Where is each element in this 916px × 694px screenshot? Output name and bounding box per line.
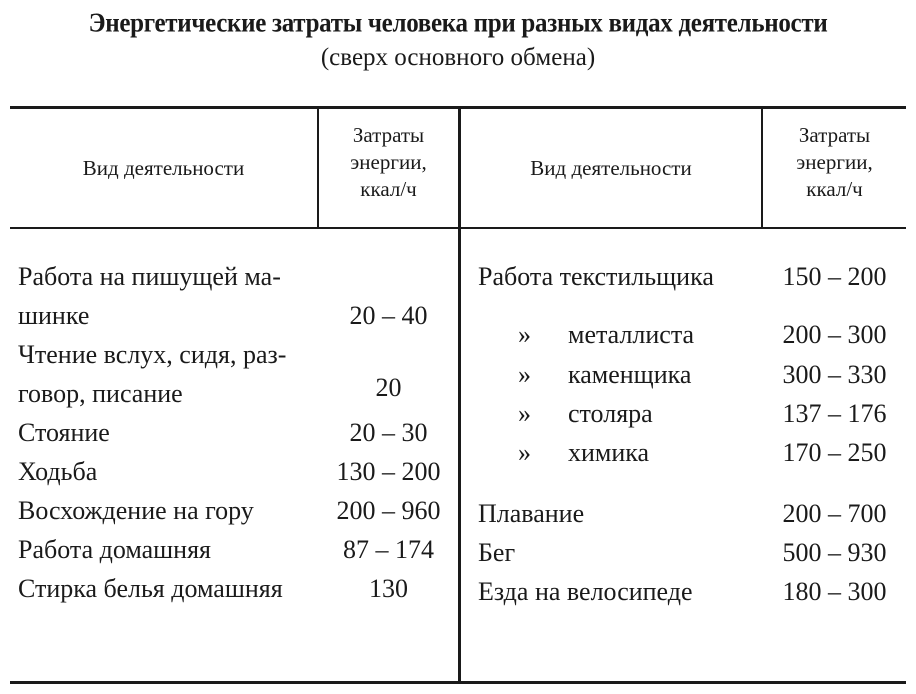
header-energy-right-line2: энергии, — [796, 150, 873, 174]
header-energy-right — [763, 122, 906, 203]
right-row-1: Работа текстильщика — [478, 262, 714, 291]
left-row-3: Стояние — [18, 418, 110, 447]
right-row-2-ditto: » — [518, 320, 531, 349]
right-row-6-value: 200 – 700 — [782, 499, 887, 528]
right-row-4-ditto: » — [518, 399, 531, 428]
header-activity-left: Вид деятельности — [82, 156, 245, 180]
header-energy-left-line2: энергии, — [350, 150, 427, 174]
left-row-5-value: 200 – 960 — [336, 496, 441, 525]
left-row-4-value: 130 – 200 — [336, 457, 441, 486]
left-row-1-value: 20 – 40 — [349, 301, 428, 330]
left-row-2-line1: Чтение вслух, сидя, раз- — [18, 340, 287, 369]
left-row-1-line2: шинке — [18, 301, 90, 330]
left-row-7-value: 130 — [369, 574, 408, 603]
table-subtitle: (сверх основного обмена) — [320, 44, 596, 71]
right-row-2-value: 200 – 300 — [782, 320, 887, 349]
header-energy-right-line1: Затраты — [798, 123, 871, 147]
right-row-3-ditto: » — [518, 360, 531, 389]
divider-center — [458, 108, 461, 683]
left-row-7: Стирка белья домашняя — [18, 574, 283, 603]
header-energy-left-line3: ккал/ч — [360, 177, 417, 201]
right-row-1-value: 150 – 200 — [782, 262, 887, 291]
right-row-2: металлиста — [568, 320, 695, 349]
left-row-6-value: 87 – 174 — [343, 535, 434, 564]
right-row-7: Бег — [478, 538, 516, 567]
header-energy-left — [319, 122, 458, 203]
left-row-6: Работа домашняя — [18, 535, 212, 564]
header-activity-right: Вид деятельности — [530, 156, 692, 180]
table-title: Энергетические затраты человека при разных видах деятельности — [88, 8, 828, 39]
right-row-6: Плавание — [478, 499, 585, 528]
right-row-7-value: 500 – 930 — [782, 538, 887, 567]
header-energy-left-line1: Затраты — [352, 123, 425, 147]
right-row-8: Езда на велосипеде — [478, 577, 693, 606]
left-row-2-line2: говор, писание — [18, 379, 183, 408]
right-row-5-value: 170 – 250 — [782, 438, 887, 467]
left-row-2-value: 20 — [375, 373, 402, 402]
header-energy-right-line3: ккал/ч — [806, 177, 863, 201]
left-row-4: Ходьба — [18, 457, 98, 486]
right-row-5: химика — [568, 438, 650, 467]
left-row-1-line1: Работа на пишущей ма- — [18, 262, 281, 291]
right-row-5-ditto: » — [518, 438, 531, 467]
right-row-3-value: 300 – 330 — [782, 360, 887, 389]
left-row-3-value: 20 – 30 — [349, 418, 428, 447]
right-row-8-value: 180 – 300 — [782, 577, 887, 606]
right-row-4-value: 137 – 176 — [782, 399, 887, 428]
right-row-4: столяра — [568, 399, 653, 428]
left-row-5: Восхождение на гору — [18, 496, 254, 525]
right-row-3: каменщика — [568, 360, 692, 389]
